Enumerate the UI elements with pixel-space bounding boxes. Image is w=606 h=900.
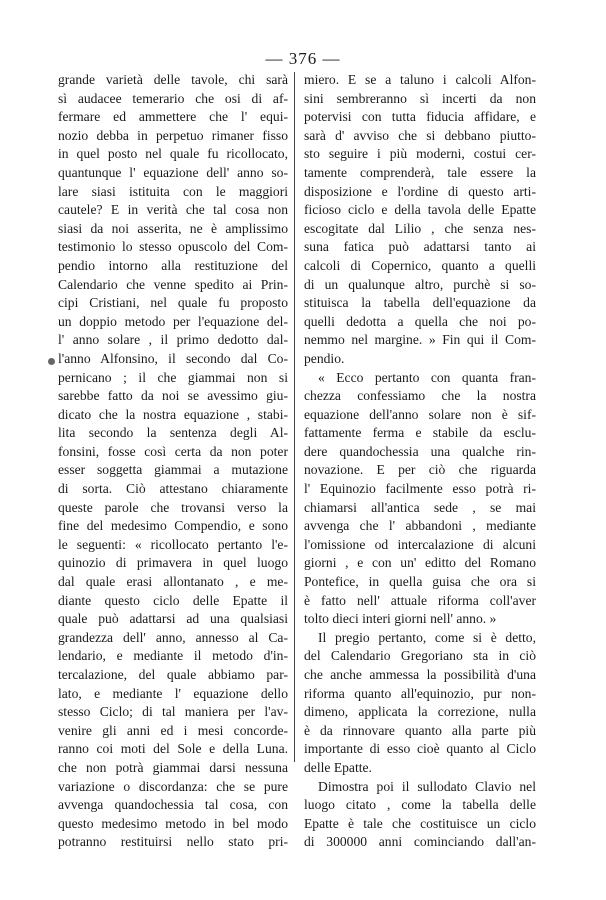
left-text-column	[58, 71, 288, 852]
text-line: riforma quanto all'equinozio, pur non-	[304, 685, 536, 701]
text-line: nozio debba in perpetuo rimaner fisso	[58, 127, 288, 143]
text-line: grande varietà delle tavole, chi sarà	[58, 72, 288, 87]
text-line: è da rinnovare quanto alla parte più	[304, 722, 536, 738]
text-line: quinozio di primavera in quel luogo	[58, 555, 288, 571]
text-line: calcoli di Copernico, quanto a quelli	[304, 257, 536, 273]
text-line: pendio intorno alla restituzione del	[58, 257, 288, 273]
text-line: Calendario che venne spedito ai Prin-	[58, 276, 288, 292]
text-line: quale può adattarsi ad una qualsiasi	[58, 611, 288, 627]
text-line: del Calendario Gregoriano sta in ciò	[304, 648, 536, 664]
text-line: siasi da noi asserita, ne è amplissimo	[58, 220, 288, 236]
text-line: che non potrà giammai darsi nessuna	[58, 759, 288, 775]
text-line: tolto dieci interi giorni nell' anno. »	[304, 611, 497, 627]
text-line: cipi Cristiani, nel quale fu proposto	[58, 295, 288, 311]
text-line: chezza confessiamo che la nostra	[304, 388, 536, 404]
text-line: delle Epatte.	[304, 759, 372, 775]
text-line: quantunque l' equazione dell' anno so-	[58, 164, 288, 180]
text-line: che anche ammessa la possibilità d'una	[304, 667, 536, 682]
text-line: lato, e mediante l' equazione dello	[58, 685, 288, 701]
text-line: fermare ed ammettere che l' equi-	[58, 109, 288, 125]
text-line: grandezza dell' anno, annesso al Ca-	[58, 629, 288, 645]
text-line: giorni , e con un' editto del Romano	[304, 555, 536, 571]
text-line: avvenga quandochessia tal cosa, con	[58, 797, 288, 813]
text-line: equazione dell'anno solare non è sif-	[304, 406, 536, 422]
text-line: potervisi con tutta fiducia affidare, e	[304, 109, 536, 125]
text-line: diante questo ciclo delle Epatte il	[58, 592, 288, 608]
text-line: dere quandochessia una qualche rin-	[304, 443, 536, 459]
text-line: sini sembreranno sì incerti da non	[304, 90, 536, 106]
page-number: — 376 —	[265, 49, 341, 68]
text-line: l' Equinozio facilmente esso potrà ri-	[304, 481, 536, 497]
text-line: dimeno, applicata la correzione, nulla	[304, 704, 536, 720]
text-line: cautele? E in verità che tal cosa non	[58, 202, 288, 218]
text-line: fine del medesimo Compendio, e sono	[58, 518, 288, 534]
text-line: esser soggetta giammai a mutazione	[58, 462, 288, 478]
text-line: quelli dedotta a quella che noi po-	[304, 313, 536, 329]
text-line: in quel posto nel quale fu ricollocato,	[58, 146, 288, 162]
text-line: escogitate dal Lilio , che senza nes-	[304, 220, 536, 236]
text-line: lita secondo la sentenza degli Al-	[58, 425, 288, 441]
text-line: sì audacee temerario che osi di af-	[58, 90, 288, 106]
text-line: queste parole che trovansi verso la	[58, 499, 288, 515]
text-line: disposizione e l'ordine di questo arti-	[304, 183, 536, 199]
text-line: avvenga che l' abbandoni , mediante	[304, 518, 536, 534]
text-line: venire gli anni ed i mesi concorde-	[58, 722, 288, 738]
text-line: è fatto nell' attuale riforma coll'aver	[304, 592, 536, 608]
text-line: Il pregio pertanto, come si è detto,	[318, 629, 536, 645]
text-line: l' anno solare , il primo dedotto dal-	[58, 332, 288, 348]
text-line: sto seguire i più moderni, costui cer-	[304, 146, 536, 162]
text-line: dicato che la nostra equazione , stabi-	[58, 406, 288, 422]
text-line: sarebbe fatto da noi se avessimo giu-	[58, 388, 288, 404]
text-line: luogo citato , come la tabella delle	[304, 797, 536, 813]
text-line: sarà d' avviso che si debbano piutto-	[304, 127, 536, 143]
text-line: ficioso ciclo e della tavola delle Epatte	[304, 202, 536, 218]
text-line: questo medesimo metodo in bel modo	[58, 815, 288, 831]
text-line: Epatte è tale che costituisce un ciclo	[304, 815, 536, 831]
text-line: le seguenti: « ricollocato pertanto l'e-	[58, 536, 288, 552]
text-line: lendario, e mediante il metodo d'in-	[58, 648, 288, 664]
text-line: importante di esso cioè quanto al Ciclo	[304, 741, 536, 757]
text-line: un doppio metodo per l'equazione del-	[58, 313, 288, 329]
text-line: ranno coi moti del Sole e della Luna.	[58, 741, 288, 757]
text-line: l'anno Alfonsino, il secondo dal Co-	[58, 350, 288, 366]
text-line: pernicano ; il che giammai non si	[58, 369, 288, 385]
text-line: novazione. E per ciò che riguarda	[304, 462, 536, 478]
text-line: fattamente ferma e stabile da esclu-	[304, 425, 536, 441]
text-line: stesso Ciclo; di tal maniera per l'av-	[58, 704, 288, 720]
ink-spot	[48, 358, 55, 365]
text-line: di un qualunque altro, purchè si so-	[304, 276, 536, 292]
text-line: pendio.	[304, 350, 345, 366]
text-line: l'omissione od intercalazione di alcuni	[304, 536, 536, 552]
text-line: dal quale erasi allontanato , e me-	[58, 574, 288, 590]
text-line: chiamarsi all'antica sede , se mai	[304, 499, 536, 515]
right-text-column	[304, 71, 536, 852]
text-line: di 300000 anni cominciando dall'an-	[304, 834, 536, 850]
text-line: potranno restituirsi nello stato pri-	[58, 834, 288, 850]
text-line: Pontefice, in quella guisa che ora si	[304, 574, 536, 590]
text-line: suna fatica può adattarsi tanto ai	[304, 239, 536, 255]
text-line: tercalazione, del quale abbiamo par-	[58, 667, 288, 682]
text-line: testimonio lo stesso opuscolo del Com-	[58, 239, 288, 255]
text-line: nemmo nel margine. » Fin qui il Com-	[304, 332, 536, 348]
text-line: variazione o discordanza: che se pure	[58, 778, 288, 794]
column-divider	[294, 72, 295, 762]
text-line: stituisca la tabella dell'equazione da	[304, 295, 536, 311]
text-line: di sorta. Ciò attestano chiaramente	[58, 481, 288, 497]
text-line: lare siasi istituita con le maggiori	[58, 183, 288, 199]
text-line: miero. E se a taluno i calcoli Alfon-	[304, 72, 536, 87]
text-line: « Ecco pertanto con quanta fran-	[318, 369, 536, 385]
text-line: Dimostra poi il sullodato Clavio nel	[318, 778, 536, 794]
text-line: tamente comprenderà, tale essere la	[304, 164, 536, 180]
text-line: fonsini, fosse così certa da non poter	[58, 443, 288, 459]
